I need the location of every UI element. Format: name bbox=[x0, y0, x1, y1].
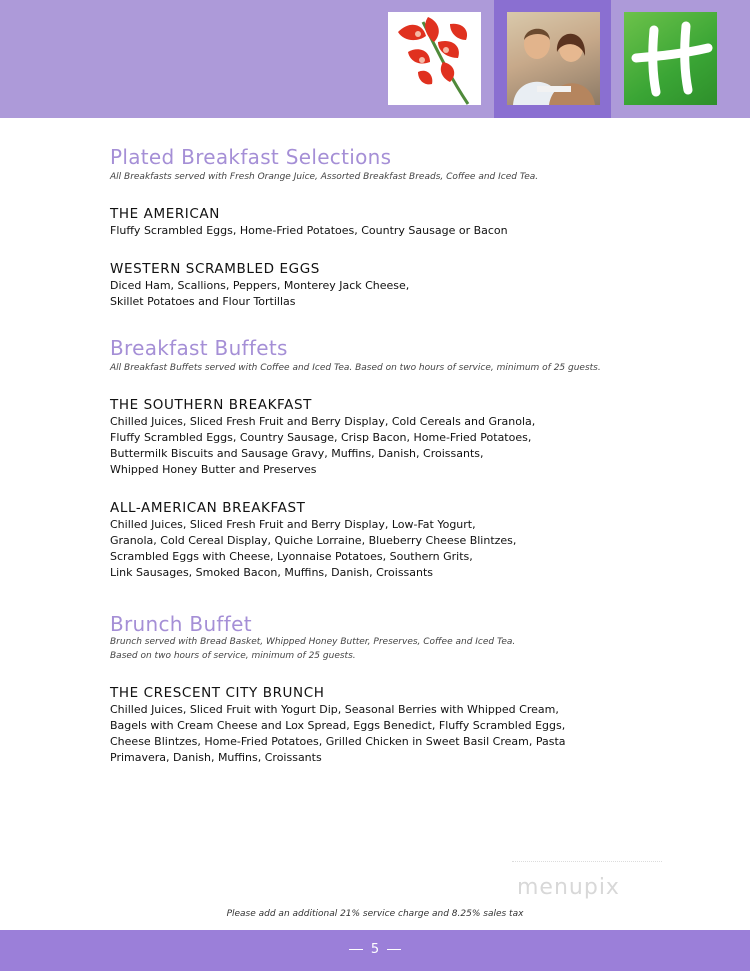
item-line: Bagels with Cream Cheese and Lox Spread, Eggs Benedict, Fluffy Scrambled Eggs, bbox=[110, 719, 566, 732]
item-line: Diced Ham, Scallions, Peppers, Monterey Jack Cheese, bbox=[110, 279, 410, 292]
section-note: All Breakfasts served with Fresh Orange Juice, Assorted Breakfast Breads, Coffee and Iced Tea. bbox=[110, 172, 539, 182]
item-line: Link Sausages, Smoked Bacon, Muffins, Danish, Croissants bbox=[110, 566, 434, 579]
brand-logo bbox=[624, 12, 717, 105]
item-line: Chilled Juices, Sliced Fresh Fruit and Berry Display, Cold Cereals and Granola, bbox=[110, 415, 536, 428]
item-line: Chilled Juices, Sliced Fresh Fruit and Berry Display, Low-Fat Yogurt, bbox=[110, 518, 476, 531]
dash-right bbox=[387, 949, 401, 950]
item-line: Skillet Potatoes and Flour Tortillas bbox=[110, 295, 296, 308]
section-note: Brunch served with Bread Basket, Whipped Honey Butter, Preserves, Coffee and Iced Tea. bbox=[110, 637, 516, 647]
item-name: WESTERN SCRAMBLED EGGS bbox=[110, 261, 320, 277]
watermark: menupix bbox=[517, 875, 620, 900]
couple-photo bbox=[507, 12, 600, 105]
item-name: THE AMERICAN bbox=[110, 206, 220, 222]
orchid-icon bbox=[388, 12, 481, 105]
item-line: Chilled Juices, Sliced Fruit with Yogurt Dip, Seasonal Berries with Whipped Cream, bbox=[110, 703, 559, 716]
item-name: THE SOUTHERN BREAKFAST bbox=[110, 397, 313, 413]
item-line: Primavera, Danish, Muffins, Croissants bbox=[110, 751, 322, 764]
tax-note: Please add an additional 21% service charge and 8.25% sales tax bbox=[226, 909, 524, 919]
item-name: ALL-AMERICAN BREAKFAST bbox=[110, 500, 306, 516]
item-line: Whipped Honey Butter and Preserves bbox=[110, 463, 317, 476]
logo-icon bbox=[624, 12, 717, 105]
people-icon bbox=[507, 12, 600, 105]
item-line: Buttermilk Biscuits and Sausage Gravy, Muffins, Danish, Croissants, bbox=[110, 447, 484, 460]
section-title: Breakfast Buffets bbox=[110, 336, 288, 360]
section-title: Brunch Buffet bbox=[110, 612, 252, 636]
item-name: THE CRESCENT CITY BRUNCH bbox=[110, 685, 325, 701]
item-line: Granola, Cold Cereal Display, Quiche Lorraine, Blueberry Cheese Blintzes, bbox=[110, 534, 517, 547]
item-line: Scrambled Eggs with Cheese, Lyonnaise Potatoes, Southern Grits, bbox=[110, 550, 473, 563]
section-title: Plated Breakfast Selections bbox=[110, 145, 392, 169]
item-line: Fluffy Scrambled Eggs, Country Sausage, Crisp Bacon, Home-Fried Potatoes, bbox=[110, 431, 532, 444]
item-line: Cheese Blintzes, Home-Fried Potatoes, Grilled Chicken in Sweet Basil Cream, Pasta bbox=[110, 735, 566, 748]
page-number-row bbox=[0, 942, 750, 957]
watermark-dots bbox=[512, 861, 662, 862]
page-number: 5 bbox=[370, 942, 380, 957]
section-note: All Breakfast Buffets served with Coffee and Iced Tea. Based on two hours of service, minimum of 25 guests. bbox=[110, 363, 601, 373]
flower-photo bbox=[388, 12, 481, 105]
dash-left bbox=[349, 949, 363, 950]
item-line: Fluffy Scrambled Eggs, Home-Fried Potatoes, Country Sausage or Bacon bbox=[110, 224, 508, 237]
section-note: Based on two hours of service, minimum of 25 guests. bbox=[110, 651, 356, 661]
